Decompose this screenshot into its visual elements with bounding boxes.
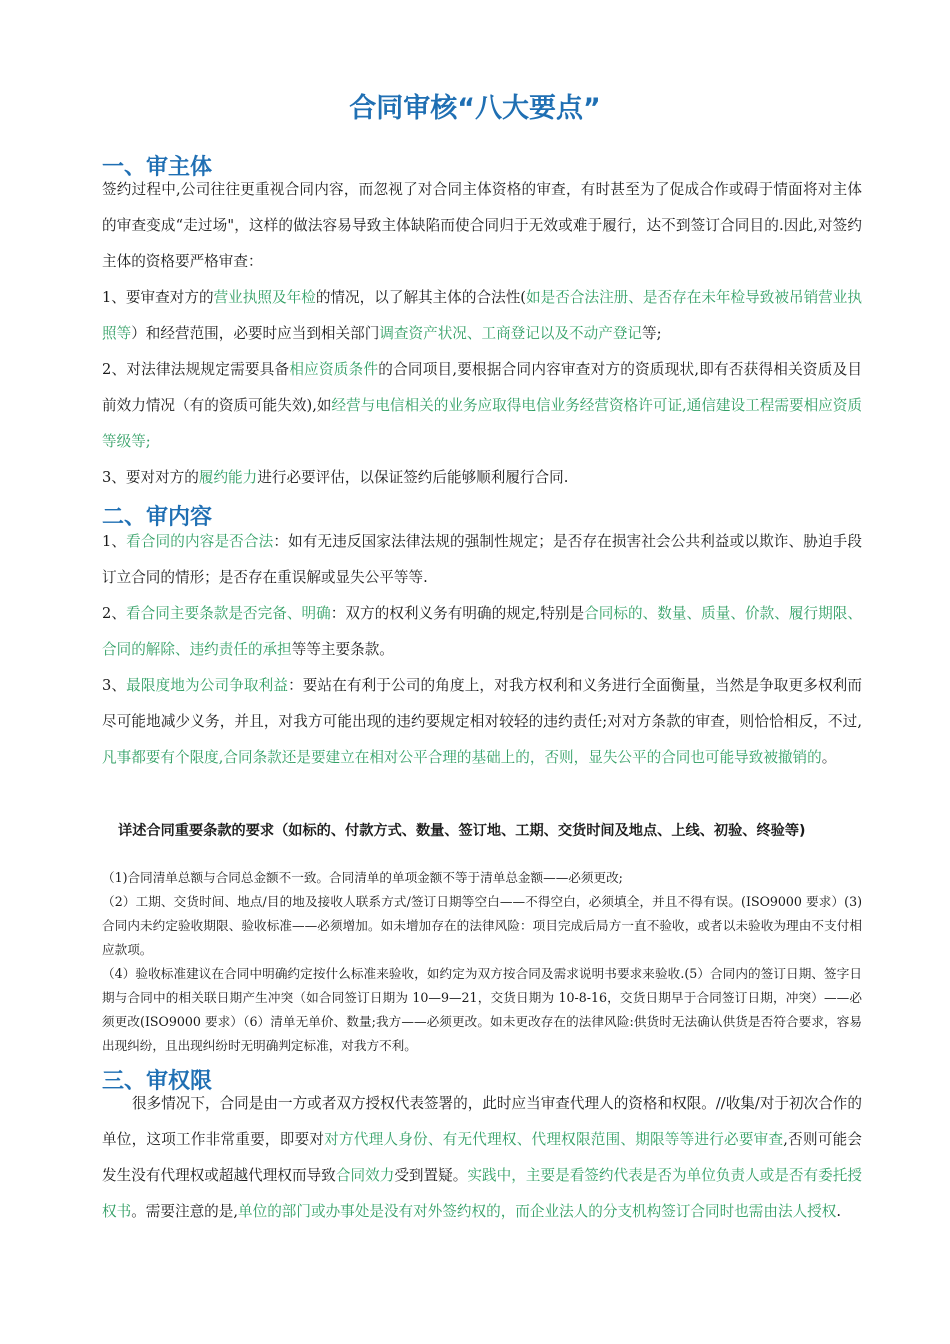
document-title: 合同审核“八大要点” — [349, 93, 601, 124]
key-clause-details — [102, 866, 862, 1058]
subject-point-1: 1、要审查对方的营业执照及年检的情况，以了解其主体的合法性(如是否合法注册、是否存在未年检导致被吊销营业执照等）和经营范围，必要时应当到相关部门调查资产状况、工商登记以及不动产登记等; — [102, 289, 862, 342]
subject-point-2: 2、对法律法规规定需要具备相应资质条件的合同项目,要根据合同内容审查对方的资质现状,即有否获得相关资质及目前效力情况（有的资质可能失效),如经营与电信相关的业务应取得电信业务经营资格许可证,通信建设工程需要相应资质等级等; — [102, 361, 862, 450]
clause-detail-1: （1)合同清单总额与合同总金额不一致。合同清单的单项金额不等于清单总金额——必须更改; — [102, 870, 623, 885]
authority-paragraph: 很多情况下，合同是由一方或者双方授权代表签署的，此时应当审查代理人的资格和权限。//收集/对于初次合作的单位，这项工作非常重要，即要对对方代理人身份、有无代理权、代理权限范围、期限等等进行必要审查,否则可能会发生没有代理权或超越代理权而导致合同效力受到置疑。实践中，主要是看签约代表是否为单位负责人或是否有委托授权书。需要注意的是,单位的部门或办事处是没有对外签约权的，而企业法人的分支机构签订合同时也需由法人授权. — [102, 1095, 862, 1220]
subject-intro: 签约过程中,公司往往更重视合同内容，而忽视了对合同主体资格的审查，有时甚至为了促成合作或碍于情面将对主体的审查变成“走过场"，这样的做法容易导致主体缺陷而使合同归于无效或难于履行，达不到签订合同目的.因此,对签约主体的资格要严格审查： — [102, 181, 862, 270]
subject-point-3: 3、要对对方的履约能力进行必要评估，以保证签约后能够顺利履行合同. — [102, 469, 569, 486]
clause-detail-2: （2）工期、交货时间、地点/目的地及接收人联系方式/签订日期等空白——不得空白，必须填全，并且不得有误。(ISO9000 要求）(3)合同内未约定验收期限、验收标准——必须增加。如未增加存在的法律风险：项目完成后局方一直不验收，或者以未验收为理由不支付相应款项。 — [102, 894, 862, 957]
section-body-content — [102, 524, 862, 776]
clause-detail-3: （4）验收标准建议在合同中明确约定按什么标准来验收，如约定为双方按合同及需求说明书要求来验收.(5）合同内的签订日期、签字日期与合同中的相关联日期产生冲突（如合同签订日期为 10—9—21，交货日期为 10-8-16，交货日期早于合同签订日期，冲突）——必须更改(ISO9000 要求）（6）清单无单价、数量;我方——必须更改。如未更改存在的法律风险:供货时无法确认供货是否符合要求，容易出现纠纷，且出现纠纷时无明确判定标准，对我方不利。 — [102, 966, 862, 1053]
content-point-3: 3、最限度地为公司争取利益：要站在有利于公司的角度上，对我方权利和义务进行全面衡量，当然是争取更多权利而尽可能地减少义务，并且，对我方可能出现的违约要规定相对较轻的违约责任;对对方条款的审查，则恰恰相反，不过,凡事都要有个限度,合同条款还是要建立在相对公平合理的基础上的，否则，显失公平的合同也可能导致被撤销的。 — [102, 677, 862, 766]
section-heading-content: 二、审内容 — [102, 505, 213, 530]
content-point-1: 1、看合同的内容是否合法：如有无违反国家法律法规的强制性规定；是否存在损害社会公共利益或以欺诈、胁迫手段订立合同的情形；是否存在重误解或显失公平等等. — [102, 533, 862, 586]
section-body-subject — [102, 172, 862, 496]
content-point-2: 2、看合同主要条款是否完备、明确：双方的权利义务有明确的规定,特别是合同标的、数量、质量、价款、履行期限、合同的解除、违约责任的承担等等主要条款。 — [102, 605, 862, 658]
section-body-authority — [102, 1086, 862, 1230]
sub-heading-key-clauses: 详述合同重要条款的要求（如标的、付款方式、数量、签订地、工期、交货时间及地点、上线、初验、终验等) — [118, 823, 806, 839]
section-heading-subject: 一、审主体 — [102, 155, 213, 180]
section-heading-authority: 三、审权限 — [102, 1069, 213, 1094]
